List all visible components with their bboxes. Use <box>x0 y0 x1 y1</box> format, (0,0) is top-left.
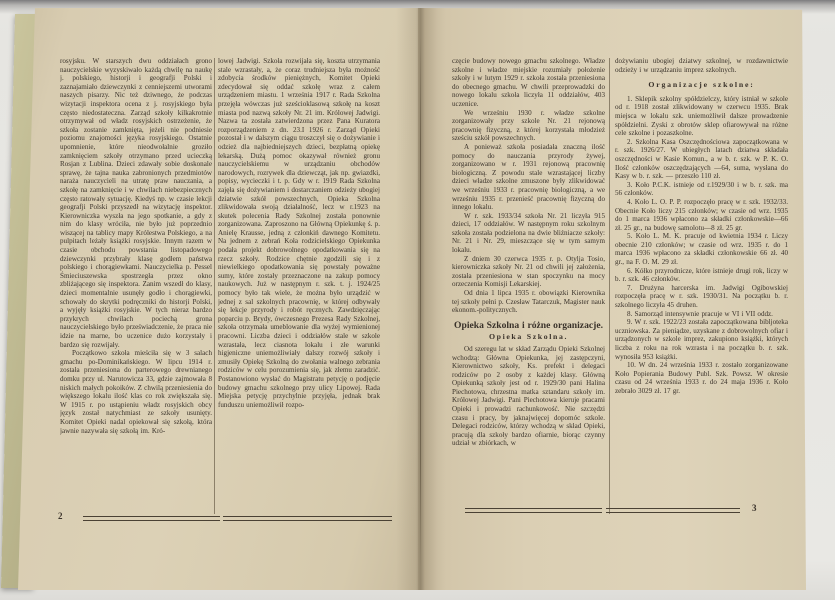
right-page-column-1 <box>452 57 605 523</box>
paragraph: A ponieważ szkoła posiadała znaczną ilość pomocy do nauczania przyrody żywej, zorganizowano w r. 1931 rejonową pracownię biologiczną. Z powodu stale wzrastającej liczby dzieci władze szkolne zmuszone były zlikwidować we wrześniu 1933 r. pracownię biologiczną, a we wrześniu 1935 r. przenieść pracownię fizyczną do innego lokalu. <box>452 142 605 212</box>
paragraph: Od szeregu lat w skład Zarządu Opieki Szkolnej wchodzą: Główna Opiekunka, jej zastępczyni, Kierownictwo szkoły, Ks. prefekt i delegaci rodziców po 2 osoby z każdej klasy. Główną Opiekunką szkoły jest od r. 1929/30 pani Halina Piechotowa, chrzestna matka sztandaru szkoły im. Królowej Jadwigi. Pani Piechotowa kieruje pracami Opieki i prowadzi rachunkowość. Nie szczędzi czasu i pracy, by jaknajwięcej dopomóc szkole. Delegaci rodziców, którzy wchodzą w skład Opieki, pracują dla szkoły bardzo ofiarnie, biorąc czynny udział w zbiórkach, w <box>452 344 605 448</box>
list-item: 7. Drużyna harcerska im. Jadwigi Ogibowskiej rozpoczęła pracę w r. szk. 1930/31. Na początku b. r. szkolnego liczyła 45 druhen. <box>615 283 788 310</box>
paragraph: dożywianiu ubogiej dziatwy szkolnej, w rozdawnictwie odzieży i w urządzaniu imprez szkolnych. <box>615 57 788 74</box>
section-subheading: Opieka Szkolna. <box>489 332 568 342</box>
list-item: 4. Koło L. O. P. P. rozpoczęło pracę w r. szk. 1932/33. Obecnie Koło liczy 215 członków; w czasie od wrz. 1935 do 1 marca 1936 wpłacono za składki członkowskie—66 zł. 25 gr., na budowę samolotu—8 zł. 25 gr. <box>615 197 788 232</box>
left-page-column-1 <box>60 57 212 523</box>
list-item: 9. W r. szk. 1922/23 została zapoczątkowana bibljoteka uczniowska. Za pieniądze, uzyskane z dobrowolnych ofiar i urządzonych w szkole imprez, zakupiono książki, których liczba z roku na rok wzrasta i na początku b. r. szk. wynosiła 953 książki. <box>615 318 788 361</box>
paragraph: Początkowo szkoła mieściła się w 3 salach gmachu po-Dominikańskiego. W lipcu 1914 r. została przeniesiona do parterowego drewnianego domku przy ul. Narutowicza 33, gdzie zajmowała 8 niskich małych pokoików. Z chwilą przeniesienia do większego lokalu ilość klas co rok zwiększała się. W 1915 r. po ustąpieniu władz rosyjskich obcy język został natychmiast ze szkoły usunięty. Komitet Opieki nadal opiekował się szkołą, która jawnie nazywała się szkołą im. Kró- <box>60 349 212 435</box>
footer-double-rule <box>465 508 602 513</box>
footer-double-rule <box>223 516 392 521</box>
footer-double-rule <box>83 516 220 521</box>
section-heading: Opieka Szkolna i różne organizacje. <box>454 319 603 331</box>
column-divider-rule <box>214 58 215 514</box>
open-booklet <box>16 8 806 592</box>
paragraph: We wrześniu 1930 r. władze szkolne zorganizowały przy szkole Nr. 21 rejonową pracownię fizyczną, z której korzystała młodzież sześciu szkół powszechnych. <box>452 108 605 143</box>
list-item: 3. Koło P.C.K. istnieje od r.1929/30 i w b. r. szk. ma 56 członków. <box>615 180 788 198</box>
list-item: 5. Koło L. M. K. pracuje od kwietnia 1934 r. Liczy obecnie 210 członków; w czasie od wrz. 1935 r. do 1 marca 1936 wpłacono za składki członkowskie 66 zł. 40 gr., na F. O. M. 29 zł. <box>615 232 788 267</box>
binding-crease-line <box>420 38 421 568</box>
list-item: 1. Sklepik szkolny spółdzielczy, który istniał w szkole od r. 1918 został zlikwidowany w czerwcu 1935. Brak miejsca w lokalu szk. uniemożliwił dalsze prowadzenie spółdzielni. Zyski z obrotów sklep ofiarowywał na różne cele szkolne i pozaszkolne. <box>615 94 788 138</box>
page-number-left: 2 <box>58 511 63 521</box>
paragraph: W r. szk. 1933/34 szkoła Nr. 21 liczyła 915 dzieci, 17 oddziałów. W następnym roku szkolnym szkoła została podzielona na dwie bliźniacze szkoły: Nr. 21 i Nr. 29, mieszczące się w tym samym lokalu. <box>452 211 605 255</box>
list-item: 6. Kółko przyrodnicze, które istnieje drugi rok, liczy w b. r. szk. 46 członków. <box>615 266 788 284</box>
organizations-heading: Organizacje szkolne: <box>648 80 755 90</box>
list-item: 2. Szkolna Kasa Oszczędnościowa zapoczątkowana w r. szk. 1926/27. W ubiegłych latach dziatwa składała oszczędności w Kasie Komun., a w b. r. szk. w P. K. O. Ilość członków oszczędzających —64, suma, wysłana do Kasy w b. r. szk. — przeszło 110 zł. <box>615 137 788 181</box>
left-page-column-2 <box>218 57 380 523</box>
paragraph: częcie budowy nowego gmachu szkolnego. Władze szkolne i władze miejskie rozumiały położenie szkoły i w lutym 1929 r. szkoła została przeniesiona do obecnego gmachu. W chwili przeprowadzki do nowego lokalu szkoła liczyła 11 oddziałów, 403 uczenice. <box>452 57 605 108</box>
list-item: 10. W dn. 24 września 1933 r. zostało zorganizowane Koło Popierania Budowy Publ. Szk. Powsz. W okresie czasu od 24 września 1933 r. do 24 maja 1936 r. Koło zebrało 3029 zł. 17 gr. <box>615 361 788 395</box>
column-divider-rule <box>609 58 610 514</box>
paragraph: rosyjsku. W starszych dwu oddziałach grono nauczycielskie wyzyskiwało każdą chwilę na naukę j. polskiego, historji i geografji Polski i zaznajamiało dziewczynki z cenniejszemi utworami naszych pisarzy. Nic też dziwnego, że podczas wizytacji inspektora ocena z j. rosyjskiego była często niedostateczna. Zarząd szkoły kilkakrotnie otrzymywał od władz rosyjskich ostrzeżenie, że szkoła zostanie zamknięta, jeżeli nie podniesie poziomu znajomości języka rosyjskiego. Ostatnie upomnienie, które nieodwołalnie groziło zamknięciem szkoły otrzymano przed ucieczką Rosjan z Lublina. Dzieci zdawały sobie doskonale sprawę, że tajna nauka zabronionych przedmiotów naraża nauczycieli na utratę praw nauczania, a szkołę na zamknięcie i w chwilach niebezpiecznych często ratowały sytuację. Kiedyś np. w czasie lekcji geografji Polski przyszedł na wizytację inspektor. Kierowniczka wyszła na jego spotkanie, a gdy z nim do klasy wróciła, nie było już poprzednio wiszącej na tablicy mapy Królestwa Polskiego, a na pulpitach leżały książki rosyjskie. Innym razem w czasie obchodu powstania listopadowego dziewczynki przybrały klasę godłem państwa polskiego i chorągiewkami. Nauczycielka p. Pessel Śmieciuszewska spostrzegła przez okno zbliżającego się inspektora. Zanim wszedł do klasy, dzieci momentalnie usunęły godło i chorągiewki, schowały do skrytki podręczniki do historji Polski, a wyjęły książki rosyjskie. W tych nieraz bardzo przykrych chwilach pociechą grona nauczycielskiego było przeświadczenie, że praca nie idzie na marne, bo uczenice dużo korzystały i bardzo się rozwijały. <box>60 57 212 349</box>
paragraph: Od dnia 1 lipca 1935 r. obowiązki Kierownika tej szkoły pełni p. Czesław Tatarczuk, Magister nauk ekonom.-politycznych. <box>452 289 605 315</box>
page-number-right: 3 <box>752 503 757 513</box>
right-page-column-2 <box>615 57 788 523</box>
list-item: 8. Samorząd intensywnie pracuje w VI i VII oddz. <box>627 309 773 318</box>
paragraph: Z dniem 30 czerwca 1935 r. p. Otylja Tosio, kierowniczka szkoły Nr. 21 od chwili jej założenia, została przeniesiona w stan spoczynku na mocy orzeczenia Komisji Lekarskiej. <box>452 254 605 289</box>
paragraph: lowej Jadwigi. Szkoła rozwijała się, koszta utrzymania stale wzrastały, a, że coraz trudniejsza była możność zdobycia środków pieniężnych, Komitet Opieki zdecydował się oddać szkołę wraz z całem urządzeniem miastu. 1 września 1917 r. Rada Szkolna przejęła wówczas już sześcioklasową szkołę na koszt miasta pod nazwą szkoły Nr. 21 im. Królowej Jadwigi. Nazwa ta została zatwierdzona przez Pana Kuratora rozporządzeniem z dn. 23.I 1926 r. Zarząd Opieki pozostał i w dalszym ciągu troszczył się o dożywianie i odzież dla najbiedniejszych dzieci, bezpłatną opiekę lekarską. Dużą pomoc okazywał również gronu nauczycielskiemu w urządzaniu obchodów narodowych, rozrywek dla dziewcząt, jak np. gwiazdki, popisy, wycieczki i t. p. Gdy w r. 1919 Rada Szkolna zajęła się dożywianiem i dostarczaniem odzieży ubogiej dziatwie szkół powszechnych, Opieka Szkolna zlikwidowała swoją działalność, lecz w r.1923 na skutek polecenia Rady Szkolnej została ponownie zorganizowana. Zaproszono na Główną Opiekunkę ś. p. Anielę Krausse, jedną z członkiń dawnego Komitetu. Na jednem z zebrań Koła rodzicielskiego Opiekunka podała projekt dobrowolnego opodatkowania się na rzecz szkoły. Rodzice chętnie zgodzili się i z niewielkiego opodatkowania się powstały poważne sumy, które zostały przeznaczone na zakup pomocy naukowych. Już w następnym r. szk. t. j. 1924/25 pomocy było tak wiele, że można było urządzić w jednej z sal szkolnych pracownię, w której odbywały się lekcje przyrody i robót ręcznych. Zawdzięczając poparciu p. Brydy, ówczesnego Prezesa Rady Szkolnej, szkoła otrzymała umeblowanie dla wyżej wymienionej pracowni. Liczba dzieci i oddziałów stale w szkole wzrastała, lecz ciasnota lokalu i złe warunki higjeniczne uniemożliwiały dalszy rozwój szkoły i zmusiły Opiekę Szkolną do zwołania walnego zebrania rodziców w celu porozumienia się, jak złemu zaradzić. Postanowiono wysłać do Magistratu petycję o podjęcie budowy gmachu szkolnego przy ulicy Lipowej. Rada Miejska petycję przychylnie przyjęła, jednak brak funduszu uniemożliwił rozpo- <box>218 57 380 409</box>
footer-double-rule <box>606 508 740 513</box>
